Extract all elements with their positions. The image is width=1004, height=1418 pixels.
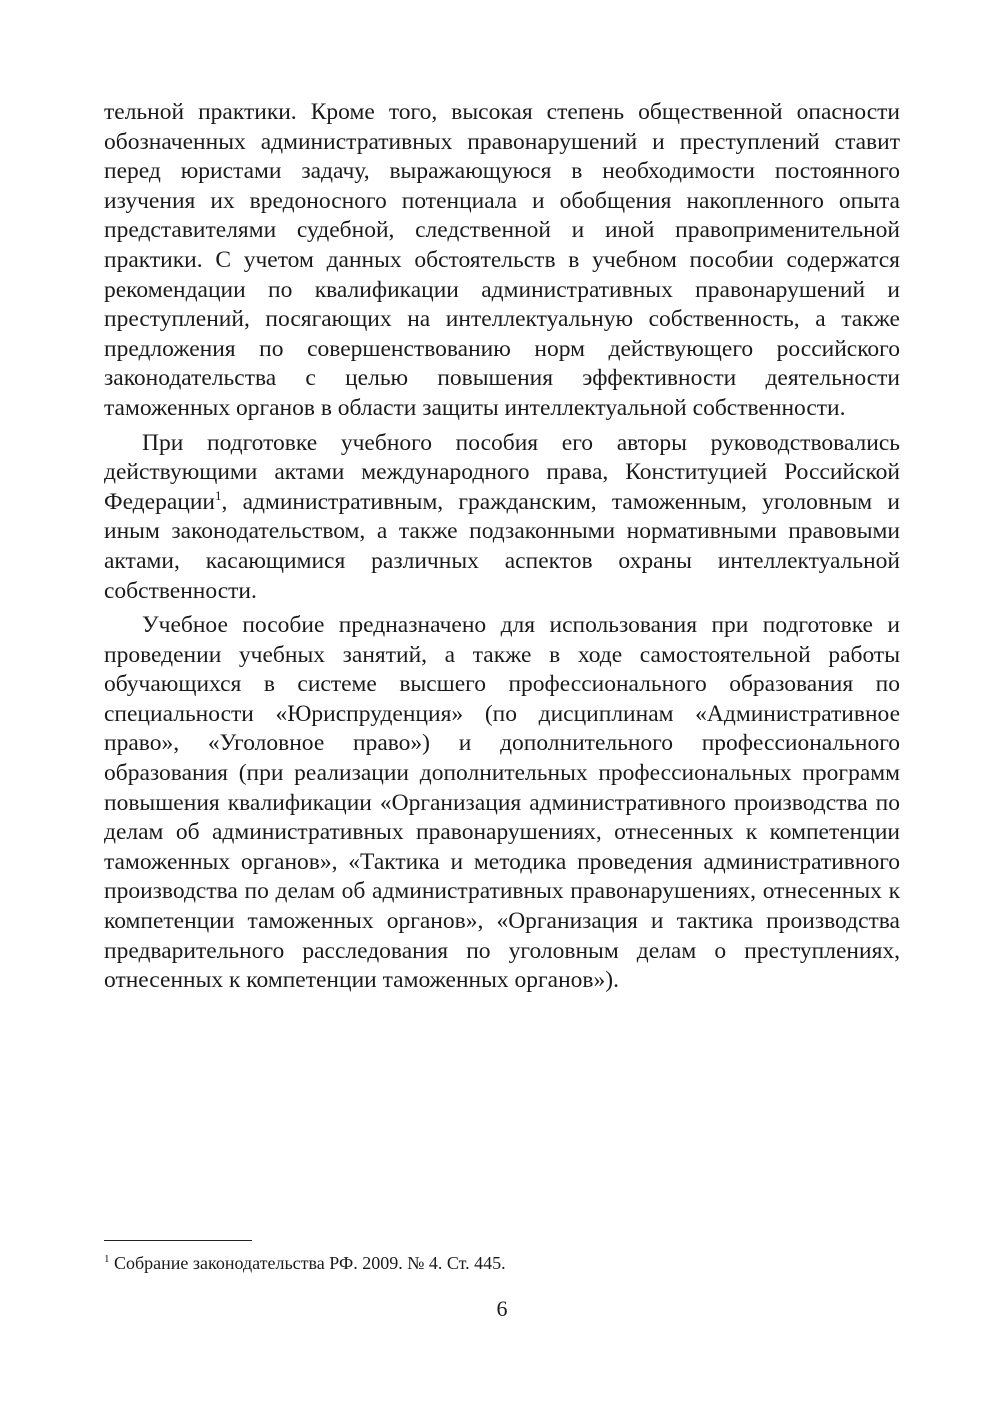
- footnote-text: Собрание законодательства РФ. 2009. № 4. Ст. 445.: [109, 1253, 506, 1273]
- page-number: 6: [496, 1296, 508, 1321]
- page-body: [104, 98, 900, 996]
- paragraph-sources-text-before: При подготовке учебного пособия его авторы руководствовались действующими актами международного права, Конституцией Российской Федерации: [104, 429, 900, 515]
- paragraph-continuation: тельной практики. Кроме того, высокая степень общественной опасности обозначенных административных правонарушений и преступлений ставит перед юристами задачу, выражающуюся в необходимости постоянного изучения их вредоносного потенциала и обобщения накопленного опыта представителями судебной, следственной и иной правоприменительной практики. С учетом данных обстоятельств в учебном пособии содержатся рекомендации по квалификации административных правонарушений и преступлений, посягающих на интеллектуальную собственность, а также предложения по совершенствованию норм действующего российского законодательства с целью повышения эффективности деятельности таможенных органов в области защиты интеллектуальной собственности.: [104, 99, 900, 421]
- paragraph-sources: [104, 429, 900, 607]
- footnote-reference[interactable]: 1: [214, 487, 222, 503]
- footnote-mark: 1: [104, 1253, 110, 1265]
- paragraph-sources-text-after: , административным, гражданским, таможенным, уголовным и иным законодательством, а также подзаконными нормативными правовыми актами, касающимися различных аспектов охраны интеллектуальной собственности.: [104, 488, 900, 604]
- footnote: [104, 1252, 900, 1274]
- footnote-divider: [104, 1240, 252, 1241]
- paragraph-purpose: Учебное пособие предназначено для использования при подготовке и проведении учебных занятий, а также в ходе самостоятельной работы обучающихся в системе высшего профессионального образования по специальности «Юриспруденция» (по дисциплинам «Административное право», «Уголовное право») и дополнительного профессионального образования (при реализации дополнительных профессиональных программ повышения квалификации «Организация административного производства по делам об административных правонарушениях, отнесенных к компетенции таможенных органов», «Тактика и методика проведения административного производства по делам об административных правонарушениях, отнесенных к компетенции таможенных органов», «Организация и тактика производства предварительного расследования по уголовным делам о преступлениях, отнесенных к компетенции таможенных органов»).: [104, 612, 900, 994]
